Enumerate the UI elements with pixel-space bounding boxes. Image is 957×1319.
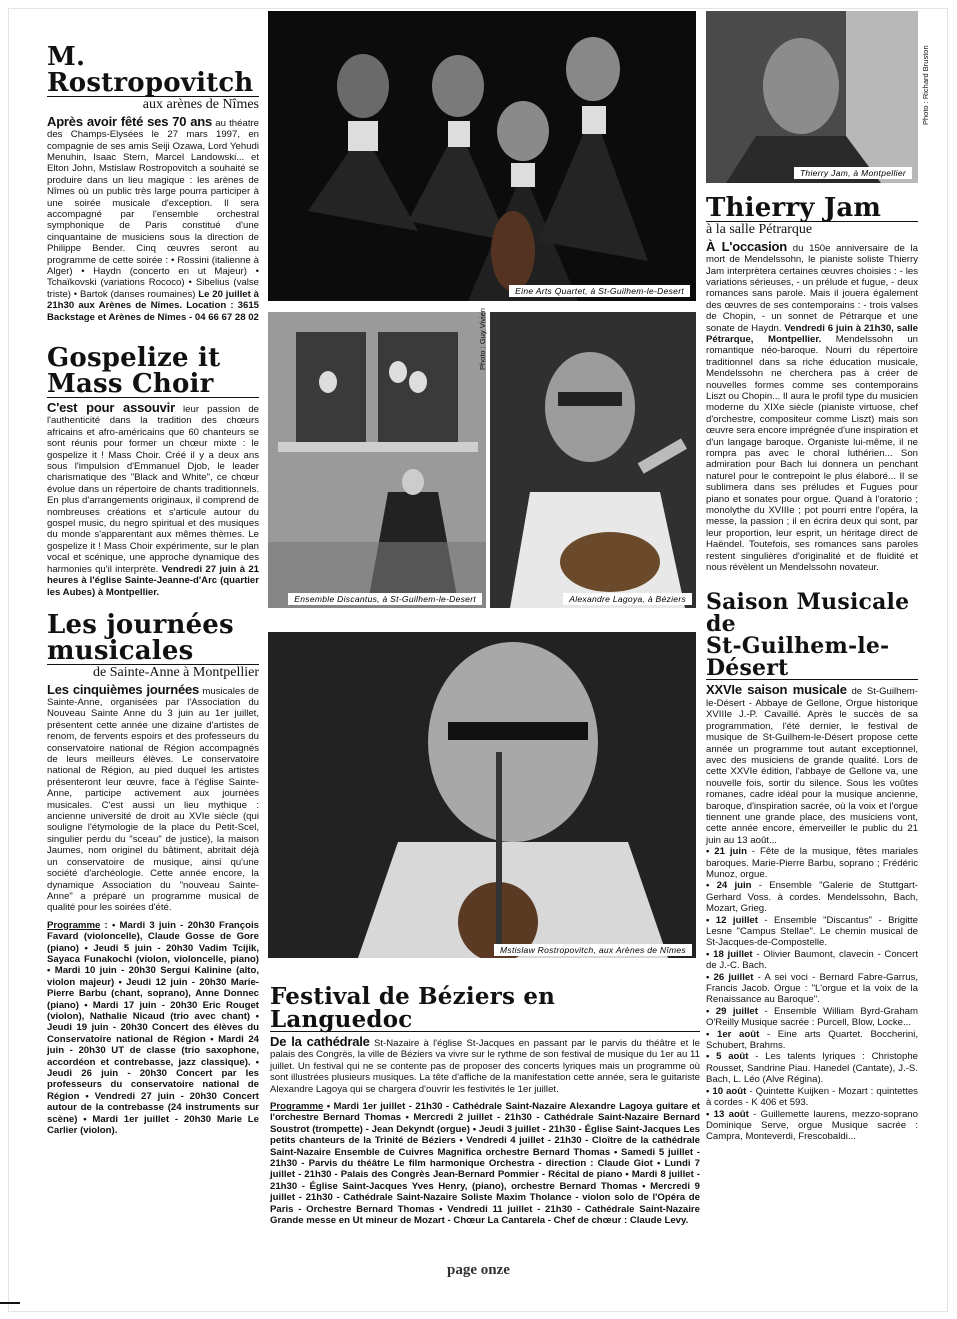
journees-title-line1: Les journées	[47, 609, 234, 640]
photo-lagoya	[490, 312, 696, 608]
journees-subtitle: de Sainte-Anne à Montpellier	[92, 664, 259, 680]
rostropovitch-subtitle: aux arènes de Nîmes	[142, 97, 259, 112]
article-thierry-jam	[706, 195, 918, 573]
article-rostropovitch	[47, 44, 259, 323]
saison-title-line2: St-Guilhem-le-Désert	[706, 635, 918, 680]
gospel-title-line2: Mass Choir	[47, 371, 259, 398]
thierry-image	[706, 11, 918, 183]
saison-item: • 13 août - Guillemette laurens, mezzo-soprano Dominique Serve, orgue Musique sacrée : Campra, Monteverdi, Frescobaldi...	[706, 1108, 918, 1143]
thierry-title: Thierry Jam	[706, 195, 918, 222]
edge-mark	[0, 1302, 20, 1304]
caption-arts-quartet: Eine Arts Quartet, à St-Guilhem-le-Desert	[509, 285, 690, 297]
lagoya-image	[490, 312, 696, 608]
caption-rostropovitch: Mstislaw Rostropovitch, aux Arènes de Nîmes	[494, 944, 692, 956]
article-beziers	[270, 985, 700, 1227]
credit-thierry: Photo : Richard Bruston	[921, 45, 930, 125]
discantus-image	[268, 312, 486, 608]
saison-item: • 26 juillet - A sei voci - Bernard Fabre-Garrus, Francis Jacob. Orgue : "L'orgue et la voix de la Renaissance au Baroque".	[706, 971, 918, 1006]
gospel-title-line1: Gospelize it	[47, 343, 221, 373]
caption-lagoya: Alexandre Lagoya, à Béziers	[563, 593, 692, 605]
caption-thierry-jam: Thierry Jam, à Montpellier	[794, 167, 912, 179]
beziers-title: Festival de Béziers en Languedoc	[270, 985, 700, 1032]
saison-item: • 24 juin - Ensemble "Galerie de Stuttgart-Gerhard Voss. à cordes. Mendelssohn, Bach, Mozart, Grieg.	[706, 880, 918, 915]
journees-program: Programme : • Mardi 3 juin - 20h30 François Favard (violoncelle), Claude Gosse de Gore (piano) • Jeudi 5 juin - 20h30 Vadim Tcijik, Sayaca Funakochi (violon, violoncelle, piano) • Mardi 10 juin - 20h30 Sergui Kalinine (alto, violon majeur) • Jeudi 12 juin - 20h30 Marie-Pierre Barbu (chant, soprano), Anne Donnec (piano) • Mardi 17 juin - 20h30 Eric Rouget (violon), Nathalie Nicaud (trio avec chant) • Jeudi 19 juin - 20h30 Concert des élèves du Conservatoire national de Région • Mardi 24 juin - 20h30 UT de classe (trio saxophone, accordéon et contrebasse, jazz classique). • Jeudi 26 juin - 20h30 Concert par les professeurs du conservatoire national de Région • Vendredi 27 juin - 20h30 Concert autour de la contrebasse (24 instruments sur scène) • Mardi 1er juillet - 20h30 Marie Le Carlier (violon).	[47, 919, 259, 1137]
rostropovitch-title: M. Rostropovitch	[47, 44, 259, 97]
saison-item: • 12 juillet - Ensemble "Discantus" - Brigitte Lesne "Campus Stellae". Le chemin musical de St-Jacques-de-Compostelle.	[706, 914, 919, 949]
photo-rostropovitch	[268, 632, 696, 958]
article-journees	[47, 609, 260, 1137]
saison-item: • 1er août - Eine arts Quartet. Boccherini, Schubert, Brahms.	[706, 1028, 918, 1052]
saison-item: • 21 juin - Fête de la musique, fêtes mariales baroques. Marie-Pierre Barbu, soprano ; Frédéric Munoz, orgue.	[706, 846, 918, 880]
quartet-image	[268, 11, 696, 301]
saison-body: XXVIe saison musicale de St-Guilhem-le-Désert - Abbaye de Gellone, Orgue historique XVIIIe J.-P. Cavaillé. Après le succès de sa programmation, l'été dernier, le festival de musique de St-Guilhem-le-Désert propose cette année un programme tout autant exceptionnel, avec des musiciens de grande qualité. Lors de cette XXVIe édition, l'abbaye de Gellone va, une nouvelle fois, sortir du silence. Sous les voûtes romanes, cadre idéal pour la musique ancienne, baroque, d'inspiration sacrée, où la voix et l'orgue tiennent une grande place, des musiciens vont, cette année encore, émerveiller le public du 21 juin au 13 août...	[706, 682, 918, 846]
journees-body: Les cinquièmes journées musicales de Sainte-Anne, organisées par l'Association du Nouveau Sainte Anne du 3 juin au 1er juillet, présentent cette année une dizaine d'artistes de renom, de fervents espoirs et des professeurs du conservatoire national de Région accompagnés de leurs meilleurs élèves. Le conservatoire national de Région, au pied duquel les artistes présenteront leur œuvre, face à l'église Sainte-Anne, participe activement aux journées musicales. C'est aussi un lieu mythique : ancienne université de droit au XVIe siècle (qui souligne l'étymologie de la place du Petit-Scel, singulier perdu du "sceau" de justice), la maison Jaumes, nom originel du bâtiment, abritait déjà un conservatoire de musique, ainsi qu'une société d'archéologie. Cette année encore, la dynamique Association du "nouveau Sainte-Anne" a préparé un programme musical de qualité pour les soirées d'été.	[47, 681, 260, 914]
journees-title-line2: musicales	[47, 638, 259, 665]
article-gospel	[47, 345, 259, 598]
caption-discantus: Ensemble Discantus, à St-Guilhem-le-Desert	[288, 593, 482, 605]
beziers-program: Programme • Mardi 1er juillet - 21h30 - Cathédrale Saint-Nazaire Alexandre Lagoya guitare et l'orchestre Bernard Thomas • Mercredi 2 juillet - 21h30 - Cathédrale Saint-Nazaire Bernard Soustrot (trompette) - Jean Dekyndt (orgue) • Jeudi 3 juillet - 21h30 - Église Saint-Jacques Les petits chanteurs de la Trinité de Béziers • Vendredi 4 juillet - 21h30 - Cloître de la cathédrale Saint-Nazaire Ensemble de Cuivres Magnifica orchestre Bernard Thomas • Samedi 5 juillet - 21h30 - Parvis du théâtre Le film harmonique Orchestra - direction : Claude Giot • Lundi 7 juillet - 21h30 - Palais des Congrès Jean-Bernard Pommier - Récital de piano • Mardi 8 juillet - 21h30 - Église Saint-Jacques Yves Henry, (piano), orchestre Bernard Thomas • Mercredi 9 juillet - 21h30 - Cathédrale Saint-Nazaire Soliste Maxim Tholance - violon solo de l'Opéra de Paris - Orchestre Bernard Thomas • Vendredi 11 juillet - 21h30 - Cathédrale Saint-Nazaire Grande messe en Ut mineur de Mozart - Chœur La Cantarela - Chef de chœur : Claude Levy.	[270, 1101, 700, 1227]
thierry-subtitle: à la salle Pétrarque	[706, 222, 813, 237]
photo-arts-quartet	[268, 11, 696, 301]
beziers-body: De la cathédrale St-Nazaire à l'église St-Jacques en passant par le parvis du théâtre et le palais des Congrès, la ville de Béziers va vivre sur le rythme de son festival de musique du 1er au 11 juillet. Un festival qui ne se contente pas de proposer des concerts lyriques mais un programme où sont illustrées plusieurs musiques. La tête d'affiche de la manifestation cette année, sera le guitariste Alexandre Lagoya qui se chargera d'ouvrir les festivités le 1er juillet.	[270, 1034, 701, 1095]
rostropovitch-image	[268, 632, 696, 958]
left-column	[47, 44, 259, 1136]
saison-item: • 18 juillet - Olivier Baumont, clavecin - Concert de J.-C. Bach.	[706, 948, 918, 972]
photo-discantus	[268, 312, 486, 608]
saison-item: • 5 août - Les talents lyriques : Christophe Rousset, Sandrine Piau. Hanedel (Cantate), J.-S. Bach, L. Léo (Alve Régina).	[706, 1051, 918, 1086]
credit-discantus: Photo : Guy Vivien	[478, 308, 487, 370]
saison-item: • 10 août - Quintette Kuijken - Mozart : quintettes à cordes - K 406 et 593.	[706, 1085, 918, 1109]
thierry-body: À L'occasion du 150e anniversaire de la mort de Mendelssohn, le pianiste soliste Thierry Jam interprètera certaines œuvres choisies : - les variations sérieuses, - un prélude et fugue, - deux romances sans parole. Mais il jouera également des œuvres de ses contemporains : - trois valses de Chopin, - un sonnet de Pétrarque et une sonate de Haydn. Vendredi 6 juin à 21h30, salle Pétrarque, Montpellier. Mendelssohn un romantique néo-baroque. Nourri du répertoire traditionnel dans sa riche éducation musicale, Mendelssohn ne cherchera pas à créer de nouvelles formes comme ses contemporains Liszt ou Chopin... Il aura le profil type du musicien moderne du XIXe siècle (pianiste virtuose, chef d'orchestre, compositeur comme Liszt) mais son œuvre sera encore imprégnée d'une inspiration et d'un langage baroque. Organiste lui-même, il ne rompra pas avec le choral luthérien... Son admiration pour Bach lui donnera un penchant naturel pour le contrepoint le plus élaboré... Il se sublimera dans ses préludes et Fugues pour piano et sonates pour orgue. Quand à l'oratorio ; monolythe du XVIIIe ; pot pourri entre l'opéra, la messe, la passion ; il en écrira deux qui sont, par leur proportion, leur esprit, un héritage direct de Haëndel. Toutefois, ses romances sans paroles restent singulières d'originalité et de fluidité et nous révèlent un Mendelssohn novateur.	[706, 238, 918, 574]
rostropovitch-body: Après avoir fêté ses 70 ans au théatre des Champs-Elysées le 27 mars 1997, en compagnie de ses amis Seiji Ozawa, Lord Yehudi Menuhin, Isaac Stern, Marcel Landowski... et Elton John, Mstislaw Rostropovitch a souhaité se produire dans un lieu magique : les arènes de Nîmes où un public très large pourra participer à une soirée musicale d'exception. Il sera accompagné par l'ensemble orchestral symphonique de Paris constitué d'une cinquantaine de musiciens sous la direction de Philippe Bender. Cinq œuvres seront au programme de cette soirée : • Rossini (italienne à Alger) • Haydn (concerto en ut Majeur) • Tchaïkovski (variations Rococo) • Sibelius (valse triste) • Bartok (danses roumaines) Le 20 juillet à 21h30 aux Arènes de Nîmes. Location : 3615 Backstage et Arènes de Nîmes - 04 66 67 28 02	[47, 113, 260, 323]
photo-thierry-jam	[706, 11, 918, 183]
saison-title-line1: Saison Musicale de	[706, 589, 910, 638]
page-footer: page onze	[447, 1262, 510, 1278]
saison-item: • 29 juillet - Ensemble William Byrd-Graham O'Reilly Musique sacrée : Purcell, Blow, Locke...	[706, 1005, 918, 1029]
article-saison	[706, 591, 918, 1142]
saison-program-list	[706, 846, 918, 1143]
right-column	[706, 195, 918, 1143]
gospel-body: C'est pour assouvir leur passion de l'authenticité dans la tradition des chœurs africains et afro-américains que 60 chanteurs se sont réunis pour former un chœur mixte : le gospelize it ! Mass Choir. Créé il y a deux ans sous l'impulsion d'Emmanuel Djob, le leader charismatique des "Black and White", ce chœur évolue dans un répertoire de chants traditionnels. En plus d'arrangements originaux, il comprend de nombreuses créations et s'articule autour du gospel music, du negro spiritual et des musiques du monde s'apparentant aux mêmes thèmes. Le gospelize it ! Mass Choir expérimente, sur le plan vocal et scénique, une approche dynamique des harmonies qu'il interprète. Vendredi 27 juin à 21 heures à l'église Sainte-Jeanne-d'Arc (quartier les Aubes) à Montpellier.	[47, 400, 260, 598]
